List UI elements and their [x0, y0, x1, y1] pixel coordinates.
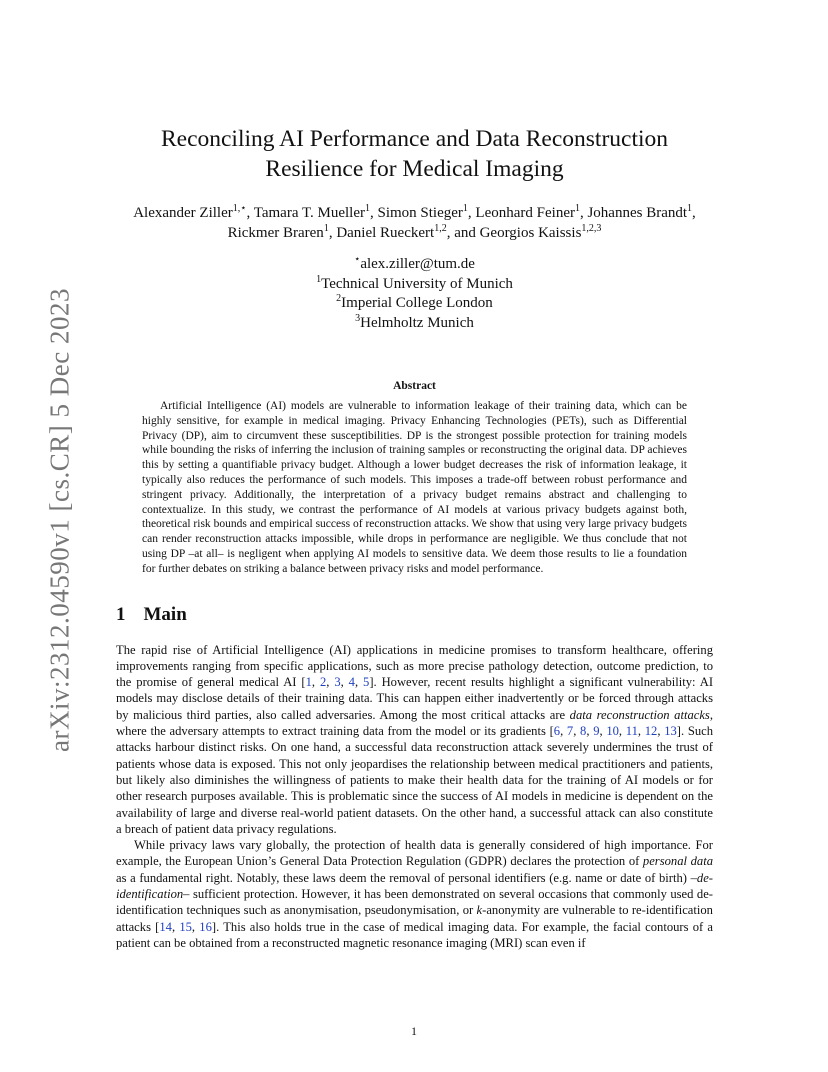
corresponding-email	[116, 255, 713, 275]
page-number: 1	[411, 1024, 417, 1038]
paragraph-text: as a fundamental right. Notably, these laws deem the removal of personal identifiers (e.g. name or date of birth) –	[116, 870, 697, 885]
author-affiliation-mark: 1	[462, 203, 468, 214]
section-title: Main	[143, 603, 187, 625]
affiliation-1	[116, 275, 713, 295]
body-paragraph-1: The rapid rise of Artificial Intelligence (AI) applications in medicine promises to transform healthcare, offering improvements ranging from specific applications, such as more precise pathology detection, outcome prediction, to the promise of general medical AI [1, 2, 3, 4, 5]. However, recent results highlight a significant vulnerability: AI models may disclose details of their training data. This can happen either inadvertently or be forced through attacks by malicious third parties, also called adversaries. Among the most critical attacks are data reconstruction attacks, where the adversary attempts to extract training data from the model or its gradients [6, 7, 8, 9, 10, 11, 12, 13]. Such attacks harbour distinct risks. On one hand, a successful data reconstruction attack severely undermines the trust of patients whose data is exposed. This not only jeopardises the relationship between medical practitioners and patients, but likely also diminishes the willingness of patients to make their health data for the training of AI models or for other research purposes available. This is problematic since the success of AI models in medicine is dependent on the availability of large and diverse real-world patient datasets. On the other hand, a successful attack can also constitute a breach of patient data privacy regulations.	[116, 642, 714, 836]
citation-link[interactable]: 2	[319, 675, 327, 690]
author-affiliation-mark: 1	[365, 203, 370, 214]
emphasis-text: personal data	[642, 854, 713, 869]
author-name: , Simon Stieger	[370, 205, 463, 221]
citation-link[interactable]: 16	[199, 919, 212, 934]
citation-link[interactable]: 7	[566, 724, 574, 739]
author-name: , Leonhard Feiner	[467, 205, 575, 221]
citation-link[interactable]: 11	[625, 724, 638, 739]
email-mark: ⋆	[354, 254, 361, 265]
citation-link[interactable]: 13	[664, 724, 677, 739]
author-name: , Johannes Brandt	[579, 205, 688, 221]
author-affiliation-mark: 1,⋆	[232, 203, 247, 214]
paragraph-text: ]. Such attacks harbour distinct risks. On one hand, a successful data reconstruction attack severely undermines the trust of patients whose data is exposed. This not only jeopardises the relationship between medical practitioners and patients, but likely also diminishes the willingness of patients to make their health data for the training of AI models or for other research purposes available. This is problematic since the success of AI models in medicine is dependent on the availability of large and diverse real-world patient datasets. On the other hand, a successful attack can also constitute a breach of patient data privacy regulations.	[116, 724, 714, 836]
author-affiliation-mark: 1	[687, 203, 693, 214]
citation-link[interactable]: 15	[179, 919, 192, 934]
author-name: , Rickmer Braren	[227, 205, 696, 241]
paragraph-text: While privacy laws vary globally, the protection of health data is generally considered of high importance. For example, the European Union’s General Data Protection Regulation (GDPR) declares the protection of	[116, 838, 713, 869]
paragraph-text: – sufficient protection. However, it has been demonstrated on several occasions that commonly used de-identification techniques such as anonymisation, pseudonymisation, or	[116, 887, 713, 918]
author-name: Alexander Ziller	[133, 205, 233, 221]
paragraph-text: , where the adversary attempts to extract training data from the model or its gradients [	[116, 707, 713, 739]
affiliation-2	[116, 294, 713, 314]
citation-link[interactable]: 14	[159, 919, 172, 934]
paper-title	[116, 124, 713, 184]
author-affiliation-mark: 1,2	[434, 223, 447, 234]
paragraph-text: -anonymity are vulnerable to re-identification attacks [	[116, 903, 713, 934]
citation-link[interactable]: 12	[644, 724, 658, 739]
affiliation-3	[116, 314, 713, 334]
author-name: , and Georgios Kaissis	[446, 225, 582, 241]
affiliation-mark: 1	[316, 273, 322, 285]
paragraph-text: The rapid rise of Artificial Intelligence (AI) applications in medicine promises to transform healthcare, offering improvements ranging from specific applications, such as more precise pathology detection, outcome prediction, to the promise of general medical AI [	[116, 642, 713, 690]
paragraph-text: ]. However, recent results highlight a significant vulnerability: AI models may disclose details of their training data. This can happen either inadvertently or be forced through attacks by malicious third parties, also called adversaries. Among the most critical attacks are	[116, 675, 714, 722]
citation-link[interactable]: 3	[334, 675, 341, 690]
affiliation-block	[116, 255, 713, 333]
author-list	[116, 203, 713, 243]
affiliation-text: Imperial College London	[341, 295, 493, 311]
citation-link[interactable]: 6	[553, 724, 561, 739]
author-affiliation-mark: 1	[323, 223, 329, 234]
emphasis-text: data reconstruction attacks	[569, 707, 710, 722]
title-line-1: Reconciling AI Performance and Data Reconstruction	[160, 126, 669, 152]
section-heading	[116, 604, 713, 626]
author-affiliation-mark: 1	[574, 203, 580, 214]
citation-link[interactable]: 4	[348, 675, 355, 690]
emphasis-text: k	[476, 903, 483, 918]
author-name: , Daniel Rueckert	[328, 225, 435, 241]
abstract-heading: Abstract	[393, 380, 436, 392]
abstract-text: Artificial Intelligence (AI) models are vulnerable to information leakage of their training data, which can be highly sensitive, for example in medical imaging. Privacy Enhancing Technologies (PETs), such as Differential Privacy (DP), aim to circumvent these susceptibilities. DP is the strongest possible protection for training models while bounding the risks of inferring the inclusion of training samples or reconstructing the original data. DP achieves this by setting a quantifiable privacy budget. Although a lower budget decreases the risk of information leakage, it typically also reduces the performance of such models. This imposes a trade-off between robust performance and stringent privacy. Additionally, the interpretation of a privacy budget remains abstract and challenging to contextualize. In this study, we contrast the performance of AI models at various privacy budgets against both, theoretical risk bounds and empirical success of reconstruction attacks. We show that using very large privacy budgets can render reconstruction attacks impossible, while drops in performance are negligible. We thus conclude that not using DP –at all– is negligent when applying AI models to sensitive data. We deem those results to lie a foundation for further debates on striking a balance between privacy risks and model performance.	[142, 400, 687, 575]
affiliation-text: Technical University of Munich	[321, 275, 513, 292]
title-line-2: Resilience for Medical Imaging	[265, 156, 564, 182]
emphasis-text: de-identification	[116, 870, 713, 902]
citation-link[interactable]: 10	[606, 724, 619, 739]
paragraph-text: ]. This also holds true in the case of medical imaging data. For example, the facial contours of a patient can be obtained from a reconstructed magnetic resonance imaging (MRI) scan even if	[116, 919, 714, 950]
arxiv-identifier: arXiv:2312.04590v1 [cs.CR] 5 Dec 2023	[44, 288, 75, 752]
affiliation-mark: 3	[355, 312, 361, 324]
body-paragraph-2: While privacy laws vary globally, the protection of health data is generally considered of high importance. For example, the European Union’s General Data Protection Regulation (GDPR) declares the protection of personal data as a fundamental right. Notably, these laws deem the removal of personal identifiers (e.g. name or date of birth) –de-identification– sufficient protection. However, it has been demonstrated on several occasions that commonly used de-identification techniques such as anonymisation, pseudonymisation, or k-anonymity are vulnerable to re-identification attacks [14, 15, 16]. This also holds true in the case of medical imaging data. For example, the facial contours of a patient can be obtained from a reconstructed magnetic resonance imaging (MRI) scan even if	[116, 838, 714, 950]
citation-link[interactable]: 8	[580, 724, 587, 739]
citation-link[interactable]: 5	[363, 675, 370, 690]
author-affiliation-mark: 1,2,3	[581, 223, 602, 234]
citation-link[interactable]: 1	[305, 675, 312, 690]
paper-page	[116, 0, 713, 951]
author-name: , Tamara T. Mueller	[246, 205, 365, 221]
affiliation-mark: 2	[336, 293, 342, 304]
citation-link[interactable]: 9	[593, 724, 600, 739]
email-address[interactable]: alex.ziller@tum.de	[360, 256, 475, 272]
section-number: 1	[116, 603, 126, 625]
affiliation-text: Helmholtz Munich	[360, 314, 474, 331]
